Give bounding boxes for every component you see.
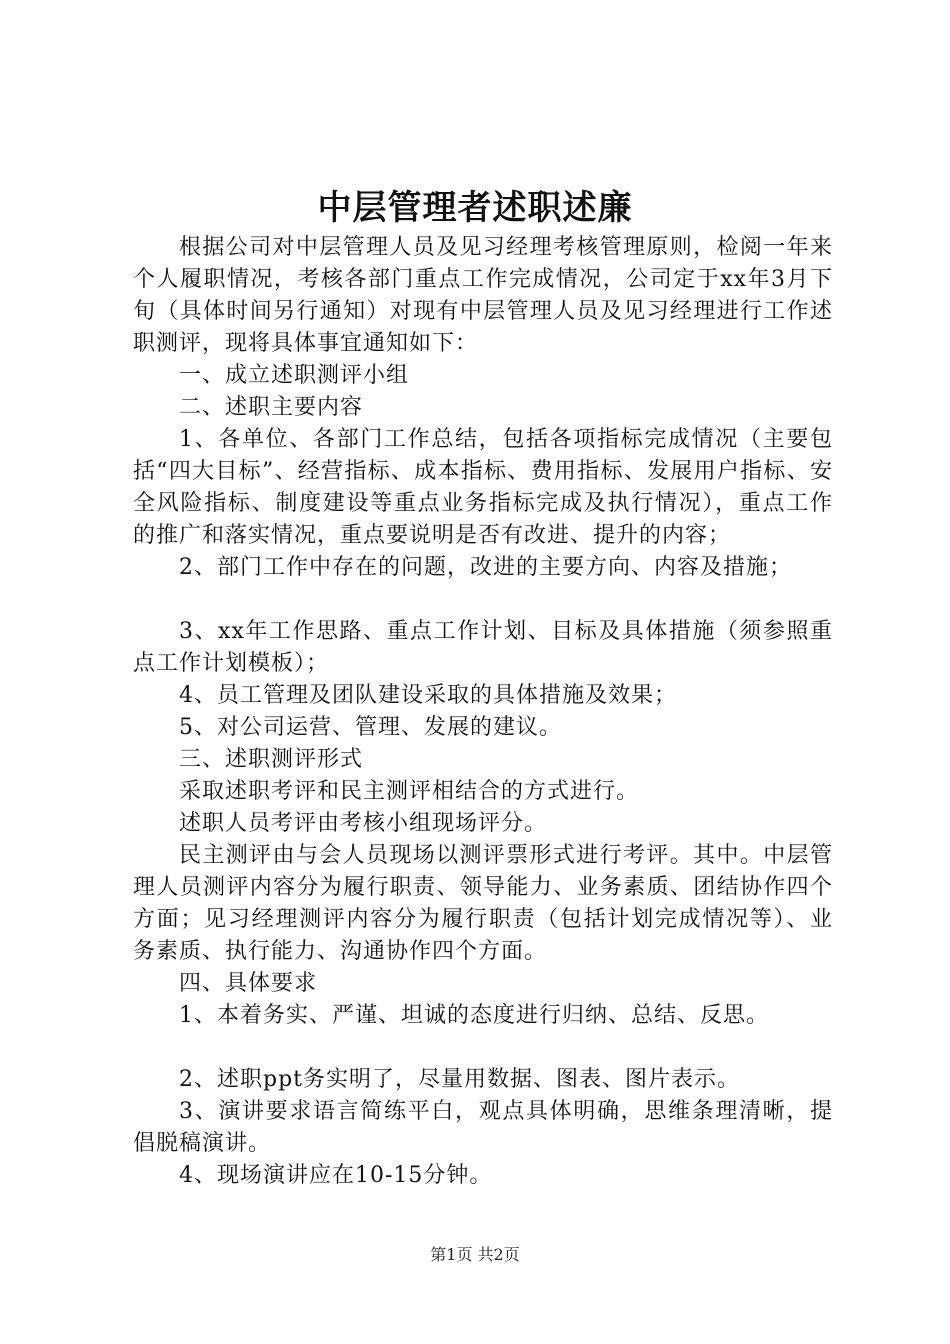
section-heading-2: 二、述职主要内容 [179,395,364,420]
section-heading-1: 一、成立述职测评小组 [179,363,410,388]
requirement-item-1: 1、本着务实、严谨、坦诚的态度进行归纳、总结、反思。 [179,1003,769,1028]
content-item-3: 3、xx年工作思路、重点工作计划、目标及具体措施（须参照重点工作计划模板）； [133,619,833,676]
section-heading-4: 四、具体要求 [179,971,318,996]
page-footer: 第1页 共2页 [430,1245,520,1264]
requirement-item-2: 2、述职ppt务实明了，尽量用数据、图表、图片表示。 [179,1067,741,1092]
content-item-1: 1、各单位、各部门工作总结，包括各项指标完成情况（主要包括“四大目标”、经营指标、成本指标、费用指标、发展用户指标、安全风险指标、制度建设等重点业务指标完成及执行情况），重点工作的推广和落实情况，重点要说明是否有改进、提升的内容； [133,427,833,548]
section-heading-3: 三、述职测评形式 [179,747,364,772]
content-item-4: 4、员工管理及团队建设采取的具体措施及效果； [179,683,677,708]
form-item-3: 民主测评由与会人员现场以测评票形式进行考评。其中。中层管理人员测评内容分为履行职责、领导能力、业务素质、团结协作四个方面；见习经理测评内容分为履行职责（包括计划完成情况等）、业务素质、执行能力、沟通协作四个方面。 [133,843,833,964]
document-body [133,232,833,1192]
requirement-item-3: 3、演讲要求语言简练平白，观点具体明确，思维条理清晰，提倡脱稿演讲。 [133,1099,833,1156]
content-item-2: 2、部门工作中存在的问题，改进的主要方向、内容及措施； [179,555,792,580]
requirement-item-4: 4、现场演讲应在10-15分钟。 [179,1163,493,1188]
form-item-1: 采取述职考评和民主测评相结合的方式进行。 [179,779,640,804]
form-item-2: 述职人员考评由考核小组现场评分。 [179,811,548,836]
intro-paragraph: 根据公司对中层管理人员及见习经理考核管理原则，检阅一年来个人履职情况，考核各部门重点工作完成情况，公司定于xx年3月下旬（具体时间另行通知）对现有中层管理人员及见习经理进行工作述职测评，现将具体事宜通知如下： [133,235,833,356]
document-title: 中层管理者述职述廉 [317,188,633,228]
content-item-5: 5、对公司运营、管理、发展的建议。 [179,715,562,740]
